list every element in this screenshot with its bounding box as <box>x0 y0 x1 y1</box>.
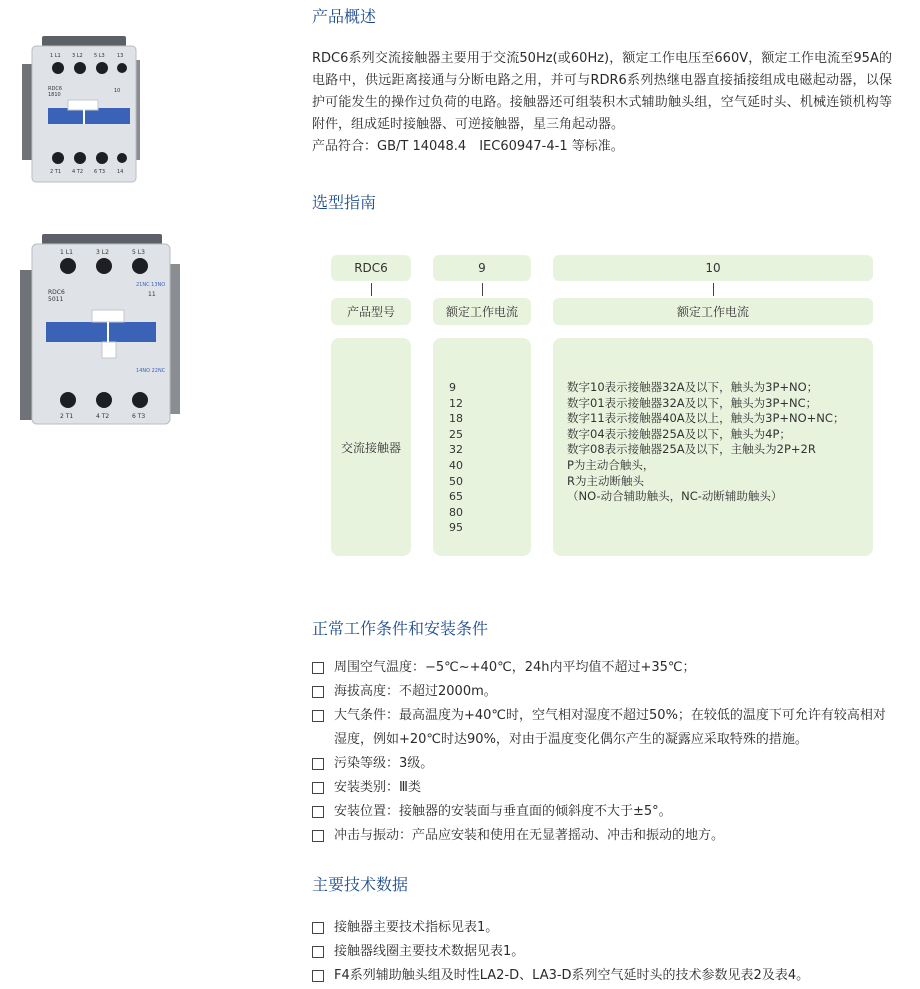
option-line: R为主动断触头 <box>567 473 644 488</box>
label-product-model: 产品型号 <box>331 298 411 325</box>
list-item <box>312 656 894 680</box>
condition-text: 大气条件：最高温度为+40℃时，空气相对湿度不超过50%；在较低的温度下可允许有较高相对湿度，例如+20℃时达90%，对由于温度变化偶尔产生的凝露应采取特殊的措施。 <box>334 708 886 747</box>
code-part-current: 9 <box>433 255 531 281</box>
condition-text: 安装位置：接触器的安装面与垂直面的倾斜度不大于±5°。 <box>334 804 672 819</box>
terminal-screw <box>74 62 86 74</box>
checkbox-icon <box>312 946 324 958</box>
overview-heading: 产品概述 <box>312 7 377 26</box>
current-values-box <box>433 338 531 556</box>
terminal-screw <box>96 258 112 274</box>
terminal-screw <box>60 258 76 274</box>
list-item <box>312 752 894 776</box>
terminal-screw <box>74 152 86 164</box>
condition-text: 污染等级：3级。 <box>334 756 434 771</box>
product-type-box <box>331 338 411 556</box>
checkbox-icon <box>312 758 324 770</box>
large-brand-label: RDC6 <box>48 289 65 296</box>
checkbox-icon <box>312 686 324 698</box>
large-terminal-bottom-3: 6 T3 <box>132 413 146 420</box>
checkbox-icon <box>312 922 324 934</box>
overview-paragraph-2: 产品符合：GB/T 14048.4 IEC60947-4-1 等标准。 <box>312 139 624 154</box>
current-value: 95 <box>449 521 463 535</box>
option-line: 数字08表示接触器25A及以下，主触头为2P+2R <box>567 442 816 457</box>
checkbox-icon <box>312 806 324 818</box>
list-item <box>312 776 894 800</box>
large-terminal-bottom-1: 2 T1 <box>60 413 74 420</box>
option-line: 数字11表示接触器40A及以上，触头为3P+NO+NC； <box>567 411 845 426</box>
condition-text: 海拔高度：不超过2000m。 <box>334 684 497 699</box>
large-side-top-label: 21NC 13NO <box>136 282 166 288</box>
checkbox-icon <box>312 782 324 794</box>
terminal-screw <box>52 152 64 164</box>
terminal-screw <box>52 62 64 74</box>
terminal-screw <box>96 152 108 164</box>
checkbox-icon <box>312 830 324 842</box>
conditions-heading: 正常工作条件和安装条件 <box>312 619 489 638</box>
large-model-label: 5011 <box>48 296 64 303</box>
terminal-screw <box>132 258 148 274</box>
current-value: 50 <box>449 474 463 488</box>
terminal-screw <box>132 392 148 408</box>
connector-line <box>713 283 714 296</box>
large-terminal-bottom-2: 4 T2 <box>96 413 110 420</box>
overview-paragraph-1: RDC6系列交流接触器主要用于交流50Hz(或60Hz)，额定工作电压至660V，额定工作电流至95A的电路中，供远距离接通与分断电路之用，并可与RDR6系列热继电器直接插接组成电磁起动器，以保护可能发生的操作过负荷的电路。接触器还可组装积木式辅助触头组，空气延时头、机械连锁机构等附件，组成延时接触器、可逆接触器，星三角起动器。 <box>312 51 892 132</box>
current-value: 9 <box>449 381 456 394</box>
option-line: P为主动合触头， <box>567 457 655 472</box>
list-item <box>312 824 894 848</box>
current-value: 65 <box>449 490 463 504</box>
terminal-screw <box>117 153 127 163</box>
large-aux-label: 11 <box>148 291 156 298</box>
terminal-screw <box>96 62 108 74</box>
conditions-list <box>312 656 894 848</box>
tech-text: F4系列辅助触头组及时性LA2-D、LA3-D系列空气延时头的技术参数见表2及表4。 <box>334 968 810 983</box>
current-values-list <box>449 380 463 536</box>
code-part-model: RDC6 <box>331 255 411 281</box>
overview-text <box>312 48 892 158</box>
selection-heading: 选型指南 <box>312 193 377 212</box>
checkbox-icon <box>312 710 324 722</box>
connector-line <box>371 283 372 296</box>
large-terminal-top-1: 1 L1 <box>60 249 73 256</box>
small-terminal-bottom-3: 6 T3 <box>94 169 106 175</box>
current-value: 18 <box>449 412 463 426</box>
current-value: 80 <box>449 505 463 519</box>
connector-line <box>482 283 483 296</box>
small-model-label: 1810 <box>48 92 61 98</box>
contact-options-list <box>567 380 844 505</box>
terminal-screw <box>60 392 76 408</box>
code-part-contacts: 10 <box>553 255 873 281</box>
product-image-large <box>18 230 186 435</box>
list-item <box>312 940 894 964</box>
list-item <box>312 964 894 988</box>
condition-text: 冲击与振动：产品应安装和使用在无显著摇动、冲击和振动的地方。 <box>334 828 725 843</box>
current-value: 32 <box>449 443 463 457</box>
option-line: 数字10表示接触器32A及以下，触头为3P+NO； <box>567 380 819 394</box>
current-value: 25 <box>449 427 463 441</box>
small-brand-label: RDC6 <box>48 86 62 92</box>
list-item <box>312 916 894 940</box>
label-rated-current-2: 额定工作电流 <box>553 298 873 325</box>
small-aux-label: 10 <box>114 88 121 94</box>
small-terminal-bottom-4: 14 <box>117 169 124 175</box>
option-line: （NO-动合辅助触头，NC-动断辅助触头） <box>567 489 783 504</box>
large-side-bottom-label: 14NO 22NC <box>136 368 166 374</box>
current-value: 12 <box>449 396 463 410</box>
small-terminal-top-2: 3 L2 <box>72 53 83 59</box>
current-value: 40 <box>449 458 463 472</box>
option-line: 数字04表示接触器25A及以下，触头为4P； <box>567 426 791 441</box>
small-terminal-top-4: 13 <box>117 53 124 59</box>
list-item <box>312 704 894 752</box>
checkbox-icon <box>312 970 324 982</box>
tech-list <box>312 916 894 988</box>
terminal-screw <box>96 392 112 408</box>
small-terminal-bottom-2: 4 T2 <box>72 169 84 175</box>
condition-text: 安装类别：Ⅲ类 <box>334 780 421 795</box>
list-item <box>312 800 894 824</box>
large-terminal-top-3: 5 L3 <box>132 249 145 256</box>
tech-text: 接触器线圈主要技术数据见表1。 <box>334 944 525 959</box>
condition-text: 周围空气温度：−5℃~+40℃，24h内平均值不超过+35℃； <box>334 660 696 675</box>
small-terminal-top-3: 5 L3 <box>94 53 105 59</box>
small-terminal-bottom-1: 2 T1 <box>50 169 62 175</box>
option-line: 数字01表示接触器32A及以下，触头为3P+NC； <box>567 395 818 410</box>
label-rated-current: 额定工作电流 <box>433 298 531 325</box>
small-terminal-top-1: 1 L1 <box>50 53 61 59</box>
product-type-text: 交流接触器 <box>340 440 401 455</box>
checkbox-icon <box>312 662 324 674</box>
product-image-small <box>18 30 148 190</box>
large-terminal-top-2: 3 L2 <box>96 249 109 256</box>
terminal-screw <box>117 63 127 73</box>
tech-text: 接触器主要技术指标见表1。 <box>334 920 499 935</box>
list-item <box>312 680 894 704</box>
tech-heading: 主要技术数据 <box>312 875 409 894</box>
contact-options-box <box>553 338 873 556</box>
